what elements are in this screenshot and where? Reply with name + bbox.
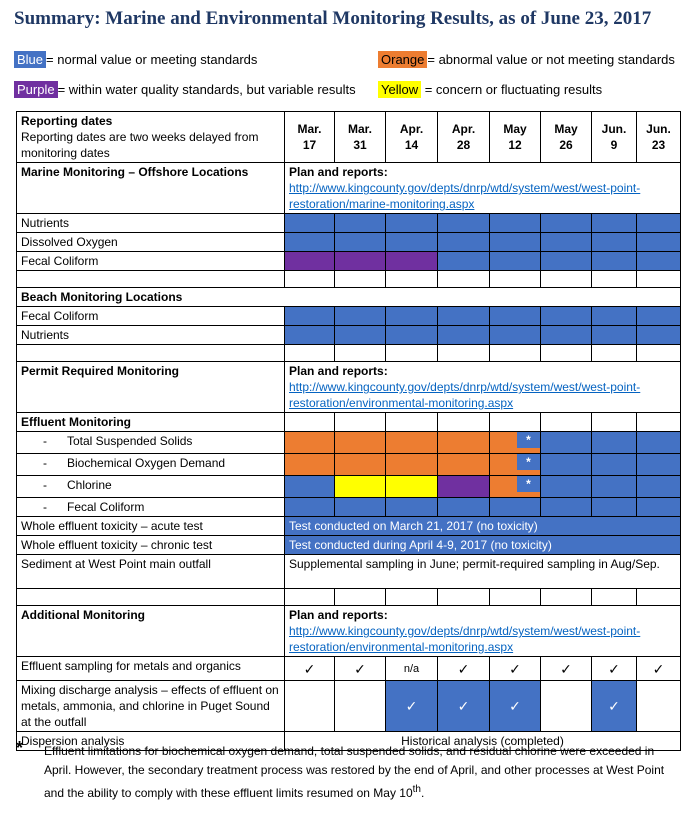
- date-month: Apr.: [399, 122, 424, 136]
- marine-plan-label: Plan and reports:: [289, 165, 388, 179]
- additional-heading-row: [17, 606, 681, 657]
- results-table: [16, 111, 681, 751]
- permit-plan-link[interactable]: http://www.kingcounty.gov/depts/dnrp/wtd/system/west/west-point-restoration/environmental-monitoring.aspx: [289, 380, 641, 410]
- beach-row-fecal-coliform: [17, 307, 681, 326]
- spacer-row: [17, 271, 681, 288]
- date-day: 28: [456, 138, 471, 152]
- na-cell: n/a: [386, 657, 438, 681]
- permit-plan-label: Plan and reports:: [289, 364, 388, 378]
- date-header: [637, 112, 681, 163]
- additional-heading: Additional Monitoring: [17, 606, 285, 657]
- row-label: Dissolved Oxygen: [17, 233, 285, 252]
- row-label: Nutrients: [17, 326, 285, 345]
- date-header: [285, 112, 335, 163]
- date-header: [335, 112, 386, 163]
- row-label: Dispersion analysis: [17, 732, 285, 751]
- check-icon: ✓: [490, 657, 541, 681]
- sediment-result: Supplemental sampling in June; permit-required sampling in Aug/Sep.: [285, 555, 681, 589]
- exceedance-star: *: [517, 454, 540, 470]
- row-label: Whole effluent toxicity – chronic test: [17, 536, 285, 555]
- beach-row-nutrients: [17, 326, 681, 345]
- check-icon: ✓: [592, 681, 637, 732]
- date-day: 26: [559, 138, 573, 152]
- row-label: Mixing discharge analysis – effects of effluent on metals, ammonia, and chlorine in Puget Sound at the outfall: [17, 681, 285, 732]
- row-label: - Biochemical Oxygen Demand: [17, 454, 285, 476]
- legend-purple-swatch: Purple: [14, 81, 58, 98]
- legend-blue-swatch: Blue: [14, 51, 46, 68]
- metals-row: [17, 657, 681, 681]
- legend-yellow-swatch: Yellow: [378, 81, 421, 98]
- date-header: [386, 112, 438, 163]
- effluent-row-fecal-coliform: [17, 498, 681, 517]
- row-label: - Total Suspended Solids: [17, 432, 285, 454]
- spacer-row: [17, 589, 681, 606]
- beach-heading: Beach Monitoring Locations: [17, 288, 681, 307]
- check-icon: ✓: [386, 681, 438, 732]
- date-day: 31: [353, 138, 367, 152]
- date-day: 12: [508, 138, 522, 152]
- row-label: Fecal Coliform: [17, 252, 285, 271]
- date-month: May: [554, 122, 578, 136]
- date-day: 17: [302, 138, 317, 152]
- date-header: [541, 112, 592, 163]
- date-month: Apr.: [451, 122, 476, 136]
- footnote-text: Effluent limitations for biochemical oxygen demand, total suspended solids, and residual chlorine were exceeded in April. However, the secondary treatment process was restored by the end of April, and other processes at West Point and the ability to comply with these effluent limits resumed on May 10th.: [44, 744, 665, 800]
- row-label: Nutrients: [17, 214, 285, 233]
- row-label: Effluent sampling for metals and organics: [17, 657, 285, 681]
- acute-result: Test conducted on March 21, 2017 (no toxicity): [285, 517, 681, 536]
- header-label-cell: [17, 112, 285, 163]
- legend-purple-text: = within water quality standards, but variable results: [57, 82, 356, 97]
- date-month: Jun.: [646, 122, 671, 136]
- effluent-heading: Effluent Monitoring: [17, 413, 285, 432]
- exceedance-star: *: [517, 432, 540, 448]
- header-desc: Reporting dates are two weeks delayed from monitoring dates: [21, 130, 259, 160]
- check-icon: ✓: [490, 681, 541, 732]
- check-icon: ✓: [541, 657, 592, 681]
- permit-heading-row: [17, 362, 681, 413]
- row-label: Whole effluent toxicity – acute test: [17, 517, 285, 536]
- effluent-row-chlorine: [17, 476, 681, 498]
- check-icon: ✓: [285, 657, 335, 681]
- marine-plan-cell: [285, 163, 681, 214]
- legend-orange-swatch: Orange: [378, 51, 427, 68]
- date-month: Jun.: [601, 122, 627, 136]
- marine-heading: Marine Monitoring – Offshore Locations: [17, 163, 285, 214]
- row-label: Fecal Coliform: [17, 307, 285, 326]
- date-month: Mar.: [347, 122, 372, 136]
- date-header: [438, 112, 490, 163]
- check-icon: ✓: [438, 657, 490, 681]
- effluent-row-tss: [17, 432, 681, 454]
- chronic-row: [17, 536, 681, 555]
- check-icon: ✓: [637, 657, 681, 681]
- row-label: Sediment at West Point main outfall: [17, 555, 285, 589]
- marine-row-fecal-coliform: [17, 252, 681, 271]
- spacer-row: [17, 345, 681, 362]
- legend-yellow: [378, 82, 602, 97]
- sediment-row: [17, 555, 681, 589]
- acute-row: [17, 517, 681, 536]
- additional-plan-cell: [285, 606, 681, 657]
- date-day: 14: [404, 138, 419, 152]
- legend-blue-text: = normal value or meeting standards: [46, 52, 258, 67]
- row-label: - Fecal Coliform: [17, 498, 285, 517]
- permit-plan-cell: [285, 362, 681, 413]
- date-month: Mar.: [297, 122, 322, 136]
- row-label: - Chlorine: [17, 476, 285, 498]
- marine-row-nutrients: [17, 214, 681, 233]
- additional-plan-label: Plan and reports:: [289, 608, 388, 622]
- date-month: May: [503, 122, 527, 136]
- date-day: 23: [651, 138, 666, 152]
- footnote-mark: *: [16, 738, 24, 758]
- date-header: [592, 112, 637, 163]
- additional-plan-link[interactable]: http://www.kingcounty.gov/depts/dnrp/wtd/system/west/west-point-restoration/environmental-monitoring.aspx: [289, 624, 641, 654]
- check-icon: ✓: [335, 657, 386, 681]
- legend-orange: [378, 52, 675, 67]
- check-icon: ✓: [592, 657, 637, 681]
- header-title: Reporting dates: [21, 114, 113, 128]
- page-title: Summary: Marine and Environmental Monitoring Results, as of June 23, 2017: [14, 8, 652, 29]
- legend-purple: [14, 82, 356, 97]
- marine-heading-row: [17, 163, 681, 214]
- effluent-row-bod: [17, 454, 681, 476]
- beach-heading-row: [17, 288, 681, 307]
- mixing-row: [17, 681, 681, 732]
- effluent-heading-row: [17, 413, 681, 432]
- date-day: 9: [610, 138, 618, 152]
- legend-yellow-text: = concern or fluctuating results: [421, 82, 603, 97]
- marine-plan-link[interactable]: http://www.kingcounty.gov/depts/dnrp/wtd/system/west/west-point-restoration/marine-monitoring.aspx: [289, 181, 641, 211]
- permit-heading: Permit Required Monitoring: [17, 362, 285, 413]
- chronic-result: Test conducted during April 4-9, 2017 (no toxicity): [285, 536, 681, 555]
- header-row: [17, 112, 681, 163]
- marine-row-dissolved-oxygen: [17, 233, 681, 252]
- legend-blue: [14, 52, 257, 67]
- date-header: [490, 112, 541, 163]
- legend-orange-text: = abnormal value or not meeting standards: [427, 52, 675, 67]
- exceedance-star: *: [517, 476, 540, 492]
- check-icon: ✓: [438, 681, 490, 732]
- dispersion-result: Historical analysis (completed): [285, 732, 681, 751]
